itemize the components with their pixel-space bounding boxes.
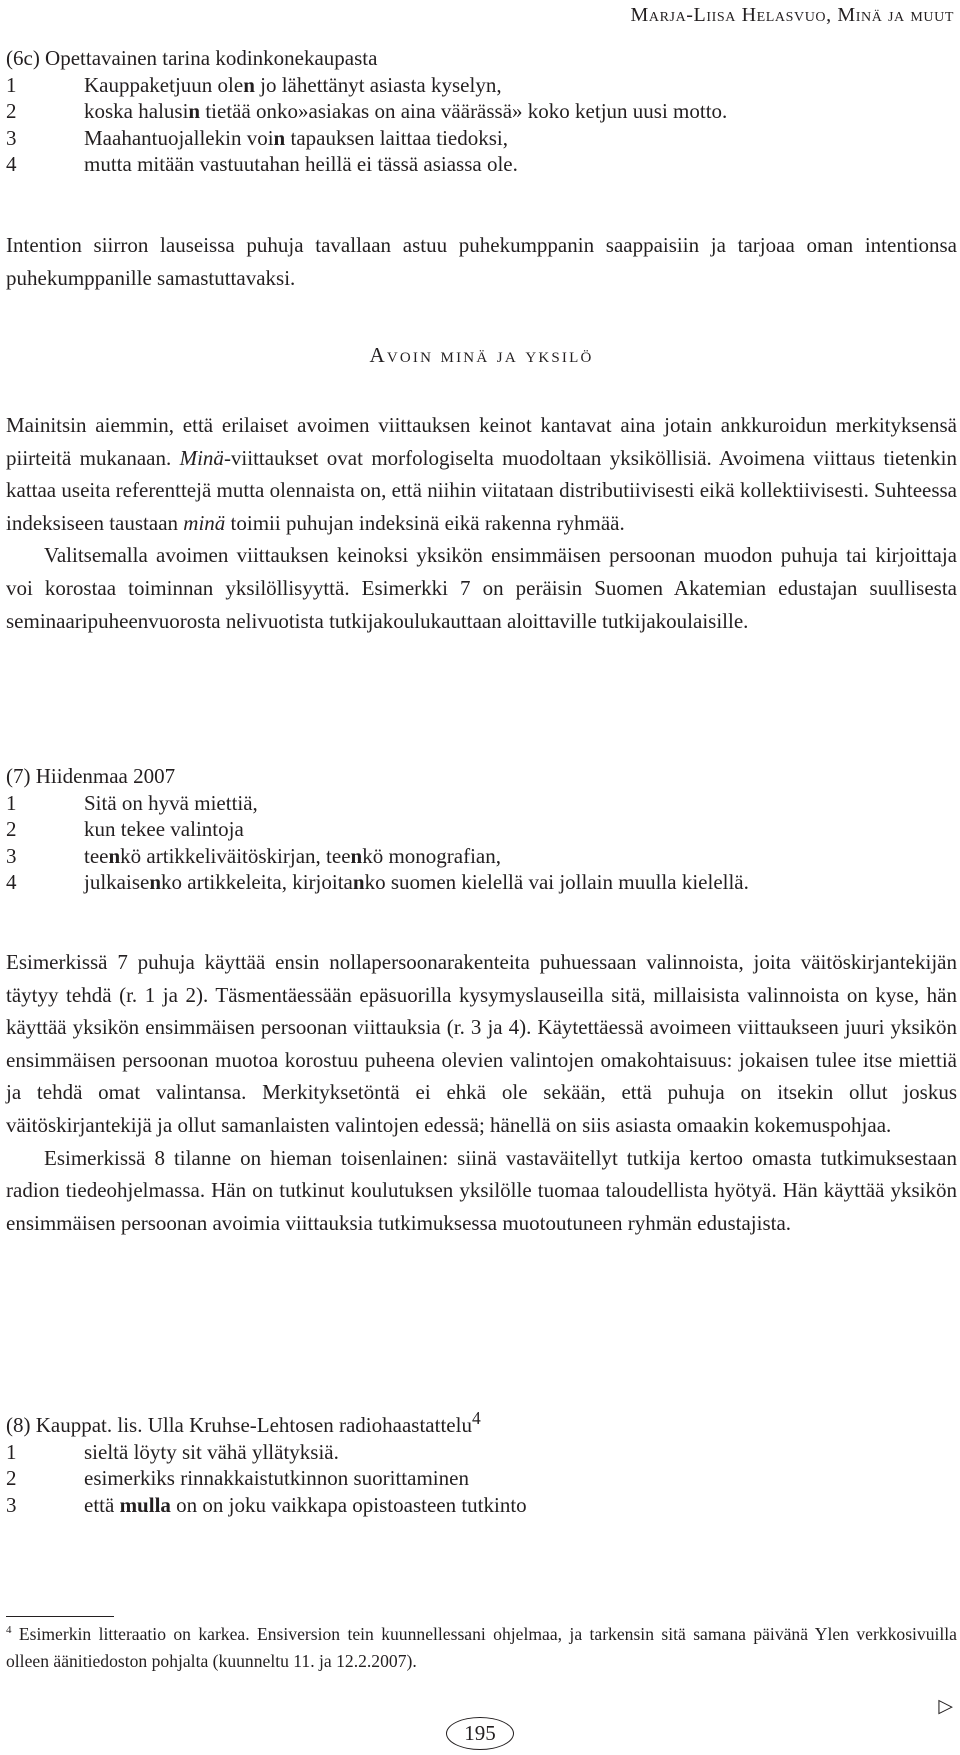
example-title: (7) Hiidenmaa 2007 xyxy=(6,764,176,788)
example-6c xyxy=(6,45,957,178)
example-line: 4 mutta mitään vastuutahan heillä ei tässä asiassa ole. xyxy=(6,152,518,176)
example-7 xyxy=(6,763,957,896)
paragraph-intention: Intention siirron lauseissa puhuja tavallaan astuu puhekumppanin saappaisiin ja tarjoaa oman intentionsa puhekumppanille samastuttavaksi. xyxy=(6,233,957,290)
running-head: Marja-Liisa Helasvuo, Minä ja muut xyxy=(630,4,954,26)
example-line: 4 julkaisenko artikkeleita, kirjoitanko suomen kielellä vai jollain muulla kielellä. xyxy=(6,870,749,894)
example-line: 3 että mulla on on joku vaikkapa opistoasteen tutkinto xyxy=(6,1492,527,1517)
paragraph-esimerkissa-7: Esimerkissä 7 puhuja käyttää ensin nollapersoonarakenteita puhuessaan valinnoista, joita väitöskirjantekijän täytyy tehdä (r. 1 ja 2). Täsmentäessään epäsuorilla kysymyslauseilla sitä, millaisista valinnoista on kyse, hän käyttää yksikön ensimmäisen persoonan viittauksia (r. 3 ja 4). Käytettäessä avoimeen viittaukseen juuri yksikön ensimmäisen persoonan muotoa korostuu puheena olevien valintojen omakohtaisuus: jokaisen tulee itse miettiä ja tehdä omat valintansa. Merkityksetöntä ei ehkä ole sekään, että puhuja on itsekin ollut joskus väitöskirjantekijä ja ollut samanlaisten valintojen edessä; hänellä on siis asiasta omaakin kokemuspohjaa. Esimerkissä 8 tilanne on hieman toisenlainen: siinä vastaväitellyt tutkija kertoo omasta tutkimuksestaan radion tiedeohjelmassa. Hän on tutkinut koulutuksen yksilölle tuomaa taloudellista hyötyä. Hän käyttää yksikön ensimmäisen persoonan avoimia viittauksia tutkimuksessa muotoutuneen ryhmän edustajista. xyxy=(6,946,957,1239)
example-line: 2 kun tekee valintoja xyxy=(6,817,244,841)
footnote: $^4$ Esimerkin litteraatio on karkea. Ensiversion tein kuunnellessani ohjelmaa, ja tarkensin sitä samana päivänä Ylen verkkosivuilla olleen äänitiedoston pohjalta (kuunneltu 11. ja 12.2.2007). xyxy=(6,1624,957,1671)
example-line: 2 esimerkiks rinnakkaistutkinnon suorittaminen xyxy=(6,1466,469,1490)
paragraph-valitsemalla: Valitsemalla avoimen viittauksen keinoksi yksikön ensimmäisen persoonan muodon puhuja tai kirjoittaja voi korostaa toiminnan yksilöllisyyttä. Esimerkki 7 on peräisin Suomen Akatemian edustajan suullisesta seminaaripuheenvuorosta nelivuotista tutkijakoulukauttaan aloittaville tutkijakoulaisille. xyxy=(6,543,957,633)
example-8 xyxy=(6,1408,957,1518)
example-title: (6c) Opettavainen tarina kodinkonekaupasta xyxy=(6,46,378,70)
footnote-divider xyxy=(6,1616,114,1617)
triangle-right-icon: ▷ xyxy=(938,1696,953,1717)
page-number: 195 xyxy=(446,1717,514,1750)
paragraph-mainitsin: Mainitsin aiemmin, että erilaiset avoimen viittauksen keinot kantavat aina jotain ankkuroidun merkityksensä piirteitä mukanaan. Minä-viittaukset ovat morfologiselta muodoltaan yksiköllisiä. Avoimena viittaus tietenkin kattaa useita referenttejä mutta olennaista on, että niihin viitataan distributiivisesti eikä kollektiivisesti. Suhteessa indeksiseen taustaan minä toimii puhujan indeksinä eikä rakenna ryhmää. Valitsemalla avoimen viittauksen keinoksi yksikön ensimmäisen persoonan muodon puhuja tai kirjoittaja voi korostaa toiminnan yksilöllisyyttä. Esimerkki 7 on peräisin Suomen Akatemian edustajan suullisesta seminaaripuheenvuorosta nelivuotista tutkijakoulukauttaan aloittaville tutkijakoulaisille. xyxy=(6,409,957,637)
example-line: 1 sieltä löyty sit vähä yllätyksiä. xyxy=(6,1439,339,1464)
example-line: 1 Sitä on hyvä miettiä, xyxy=(6,790,258,815)
example-line: 2 koska halusin tietää onko»asiakas on aina väärässä» koko ketjun uusi motto. xyxy=(6,99,728,123)
example-title: (8) Kauppat. lis. Ulla Kruhse-Lehtosen radiohaastattelu$^4$ xyxy=(6,1408,481,1437)
example-line: 3 Maahantuojallekin voin tapauksen laittaa tiedoksi, xyxy=(6,125,509,150)
paragraph-esimerkissa-8: Esimerkissä 8 tilanne on hieman toisenlainen: siinä vastaväitellyt tutkija kertoo omasta tutkimuksestaan radion tiedeohjelmassa. Hän on tutkinut koulutuksen yksilölle tuomaa taloudellista hyötyä. Hän käyttää yksikön ensimmäisen persoonan avoimia viittauksia tutkimuksessa muotoutuneen ryhmän edustajista. xyxy=(6,1145,957,1235)
footnote-ref[interactable]: 4 xyxy=(471,1408,481,1428)
section-heading: Avoin minä ja yksilö xyxy=(369,343,594,367)
example-line: 3 teenkö artikkeliväitöskirjan, teenkö monografian, xyxy=(6,843,501,868)
example-line: 1 Kauppaketjuun olen jo lähettänyt asiasta kyselyn, xyxy=(6,72,502,97)
